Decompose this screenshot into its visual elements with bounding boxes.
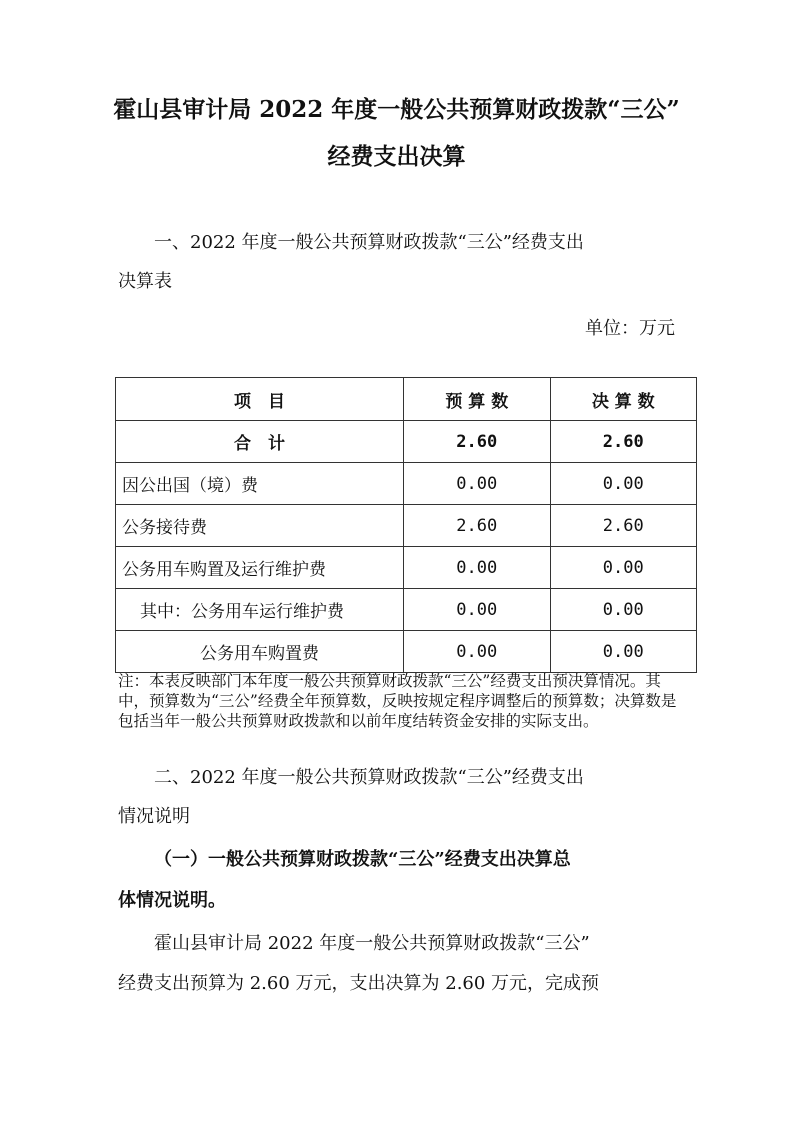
header-final: 决 算 数 bbox=[550, 378, 696, 421]
row-budget: 0.00 bbox=[404, 463, 550, 505]
subsection1-heading-line2: 体情况说明。 bbox=[118, 890, 226, 911]
row-label: 公务接待费 bbox=[116, 505, 404, 547]
section1-heading-line1: 一、2022 年度一般公共预算财政拨款“三公”经费支出 bbox=[154, 232, 584, 253]
body-line1: 霍山县审计局 2022 年度一般公共预算财政拨款“三公” bbox=[154, 933, 590, 954]
row-label: 公务用车购置费 bbox=[116, 631, 404, 673]
unit-label: 单位：万元 bbox=[585, 318, 675, 339]
table-row bbox=[116, 505, 697, 547]
section1-heading-line2: 决算表 bbox=[118, 271, 172, 292]
row-final: 0.00 bbox=[550, 589, 696, 631]
table-row bbox=[116, 547, 697, 589]
table-note: 注：本表反映部门本年度一般公共预算财政拨款“三公”经费支出预决算情况。其中，预算数为“三公”经费全年预算数，反映按规定程序调整后的预算数；决算数是包括当年一般公共预算财政拨款和以前年度结转资金安排的实际支出。 bbox=[118, 672, 677, 730]
body-line2: 经费支出预算为 2.60 万元，支出决算为 2.60 万元，完成预 bbox=[118, 973, 600, 994]
row-final: 0.00 bbox=[550, 631, 696, 673]
row-budget: 0.00 bbox=[404, 631, 550, 673]
subsection1-heading-line1: （一）一般公共预算财政拨款“三公”经费支出决算总 bbox=[154, 849, 571, 870]
table-row bbox=[116, 631, 697, 673]
header-budget: 预 算 数 bbox=[404, 378, 550, 421]
row-label: 公务用车购置及运行维护费 bbox=[116, 547, 404, 589]
header-item: 项 目 bbox=[116, 378, 404, 421]
row-final: 0.00 bbox=[550, 463, 696, 505]
row-budget: 2.60 bbox=[404, 421, 550, 463]
row-budget: 0.00 bbox=[404, 589, 550, 631]
row-budget: 0.00 bbox=[404, 547, 550, 589]
row-label: 合 计 bbox=[116, 421, 404, 463]
row-final: 0.00 bbox=[550, 547, 696, 589]
row-label: 其中：公务用车运行维护费 bbox=[116, 589, 404, 631]
row-final: 2.60 bbox=[550, 505, 696, 547]
row-label: 因公出国（境）费 bbox=[116, 463, 404, 505]
table-row bbox=[116, 421, 697, 463]
table-header-row bbox=[116, 378, 697, 421]
section2-heading-line2: 情况说明 bbox=[118, 806, 190, 827]
row-final: 2.60 bbox=[550, 421, 696, 463]
table-row bbox=[116, 463, 697, 505]
page-title-line1: 霍山县审计局 2022 年度一般公共预算财政拨款“三公” bbox=[113, 96, 680, 123]
section2-heading-line1: 二、2022 年度一般公共预算财政拨款“三公”经费支出 bbox=[154, 767, 584, 788]
expenditure-table bbox=[115, 377, 697, 673]
row-budget: 2.60 bbox=[404, 505, 550, 547]
page-title-line2: 经费支出决算 bbox=[327, 143, 466, 170]
table-row bbox=[116, 589, 697, 631]
